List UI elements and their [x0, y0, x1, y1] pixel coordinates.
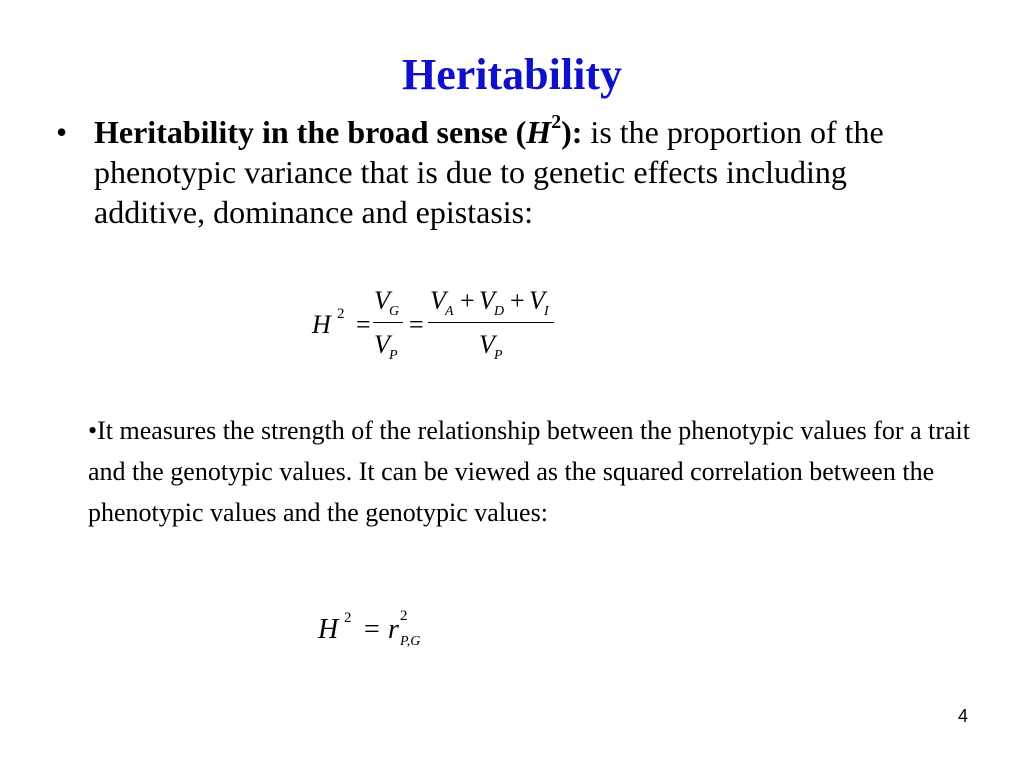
symbol-exponent: 2	[551, 111, 562, 134]
equation-correlation	[318, 608, 458, 658]
eq2-equals: =	[364, 614, 380, 645]
eq1-frac1-num-sub: G	[389, 304, 400, 319]
eq1-frac2-den: V	[479, 330, 495, 359]
eq2-rhs-exp: 2	[400, 608, 408, 624]
eq1-equals-1: =	[356, 310, 371, 339]
slide-title: Heritability	[402, 50, 622, 99]
eq1-plus-2: +	[510, 286, 525, 315]
eq1-frac2-line	[428, 322, 554, 323]
eq1-frac1-den: V	[374, 330, 390, 359]
definition-text: is the proportion of the phenotypic variance that is due to genetic effects including additive, dominance and epistasis:	[94, 114, 884, 230]
symbol-h: H	[526, 114, 552, 150]
bold-term: Heritability in the broad sense (	[94, 114, 527, 150]
bullet-text	[94, 112, 936, 232]
bold-close: ):	[561, 114, 583, 150]
eq1-equals-2: =	[409, 310, 424, 339]
eq1-frac2-num-vd-sub: D	[494, 304, 505, 319]
page-number: 4	[957, 706, 968, 726]
eq1-frac1-num: V	[374, 286, 390, 315]
eq2-rhs-sub: P,G	[400, 634, 421, 649]
equation-broad-heritability	[312, 284, 568, 368]
eq1-frac1-line	[373, 322, 403, 323]
eq2-lhs-exp: 2	[344, 610, 352, 626]
eq2-rhs: r	[388, 614, 399, 645]
eq1-frac2-den-sub: P	[494, 348, 503, 363]
eq1-frac2-num-va-sub: A	[445, 304, 454, 319]
eq1-frac2-num-vi: V	[529, 286, 545, 315]
bullet-marker: •	[56, 114, 68, 150]
eq1-frac2-num-va: V	[430, 286, 446, 315]
eq1-plus-1: +	[460, 286, 475, 315]
eq1-frac2-num-vi-sub: I	[544, 304, 549, 319]
eq2-lhs: H	[318, 614, 339, 645]
eq1-frac1-den-sub: P	[389, 348, 398, 363]
eq1-lhs: H	[312, 310, 331, 339]
eq1-frac2-num-vd: V	[479, 286, 495, 315]
eq1-lhs-exp: 2	[337, 306, 345, 322]
paragraph-correlation: •It measures the strength of the relationship between the phenotypic values for a trait and the genotypic values. It can be viewed as the squared correlation between the phenotypic values and the genotypic values:	[88, 416, 970, 527]
bullet-heritability-broad-sense	[56, 112, 936, 232]
